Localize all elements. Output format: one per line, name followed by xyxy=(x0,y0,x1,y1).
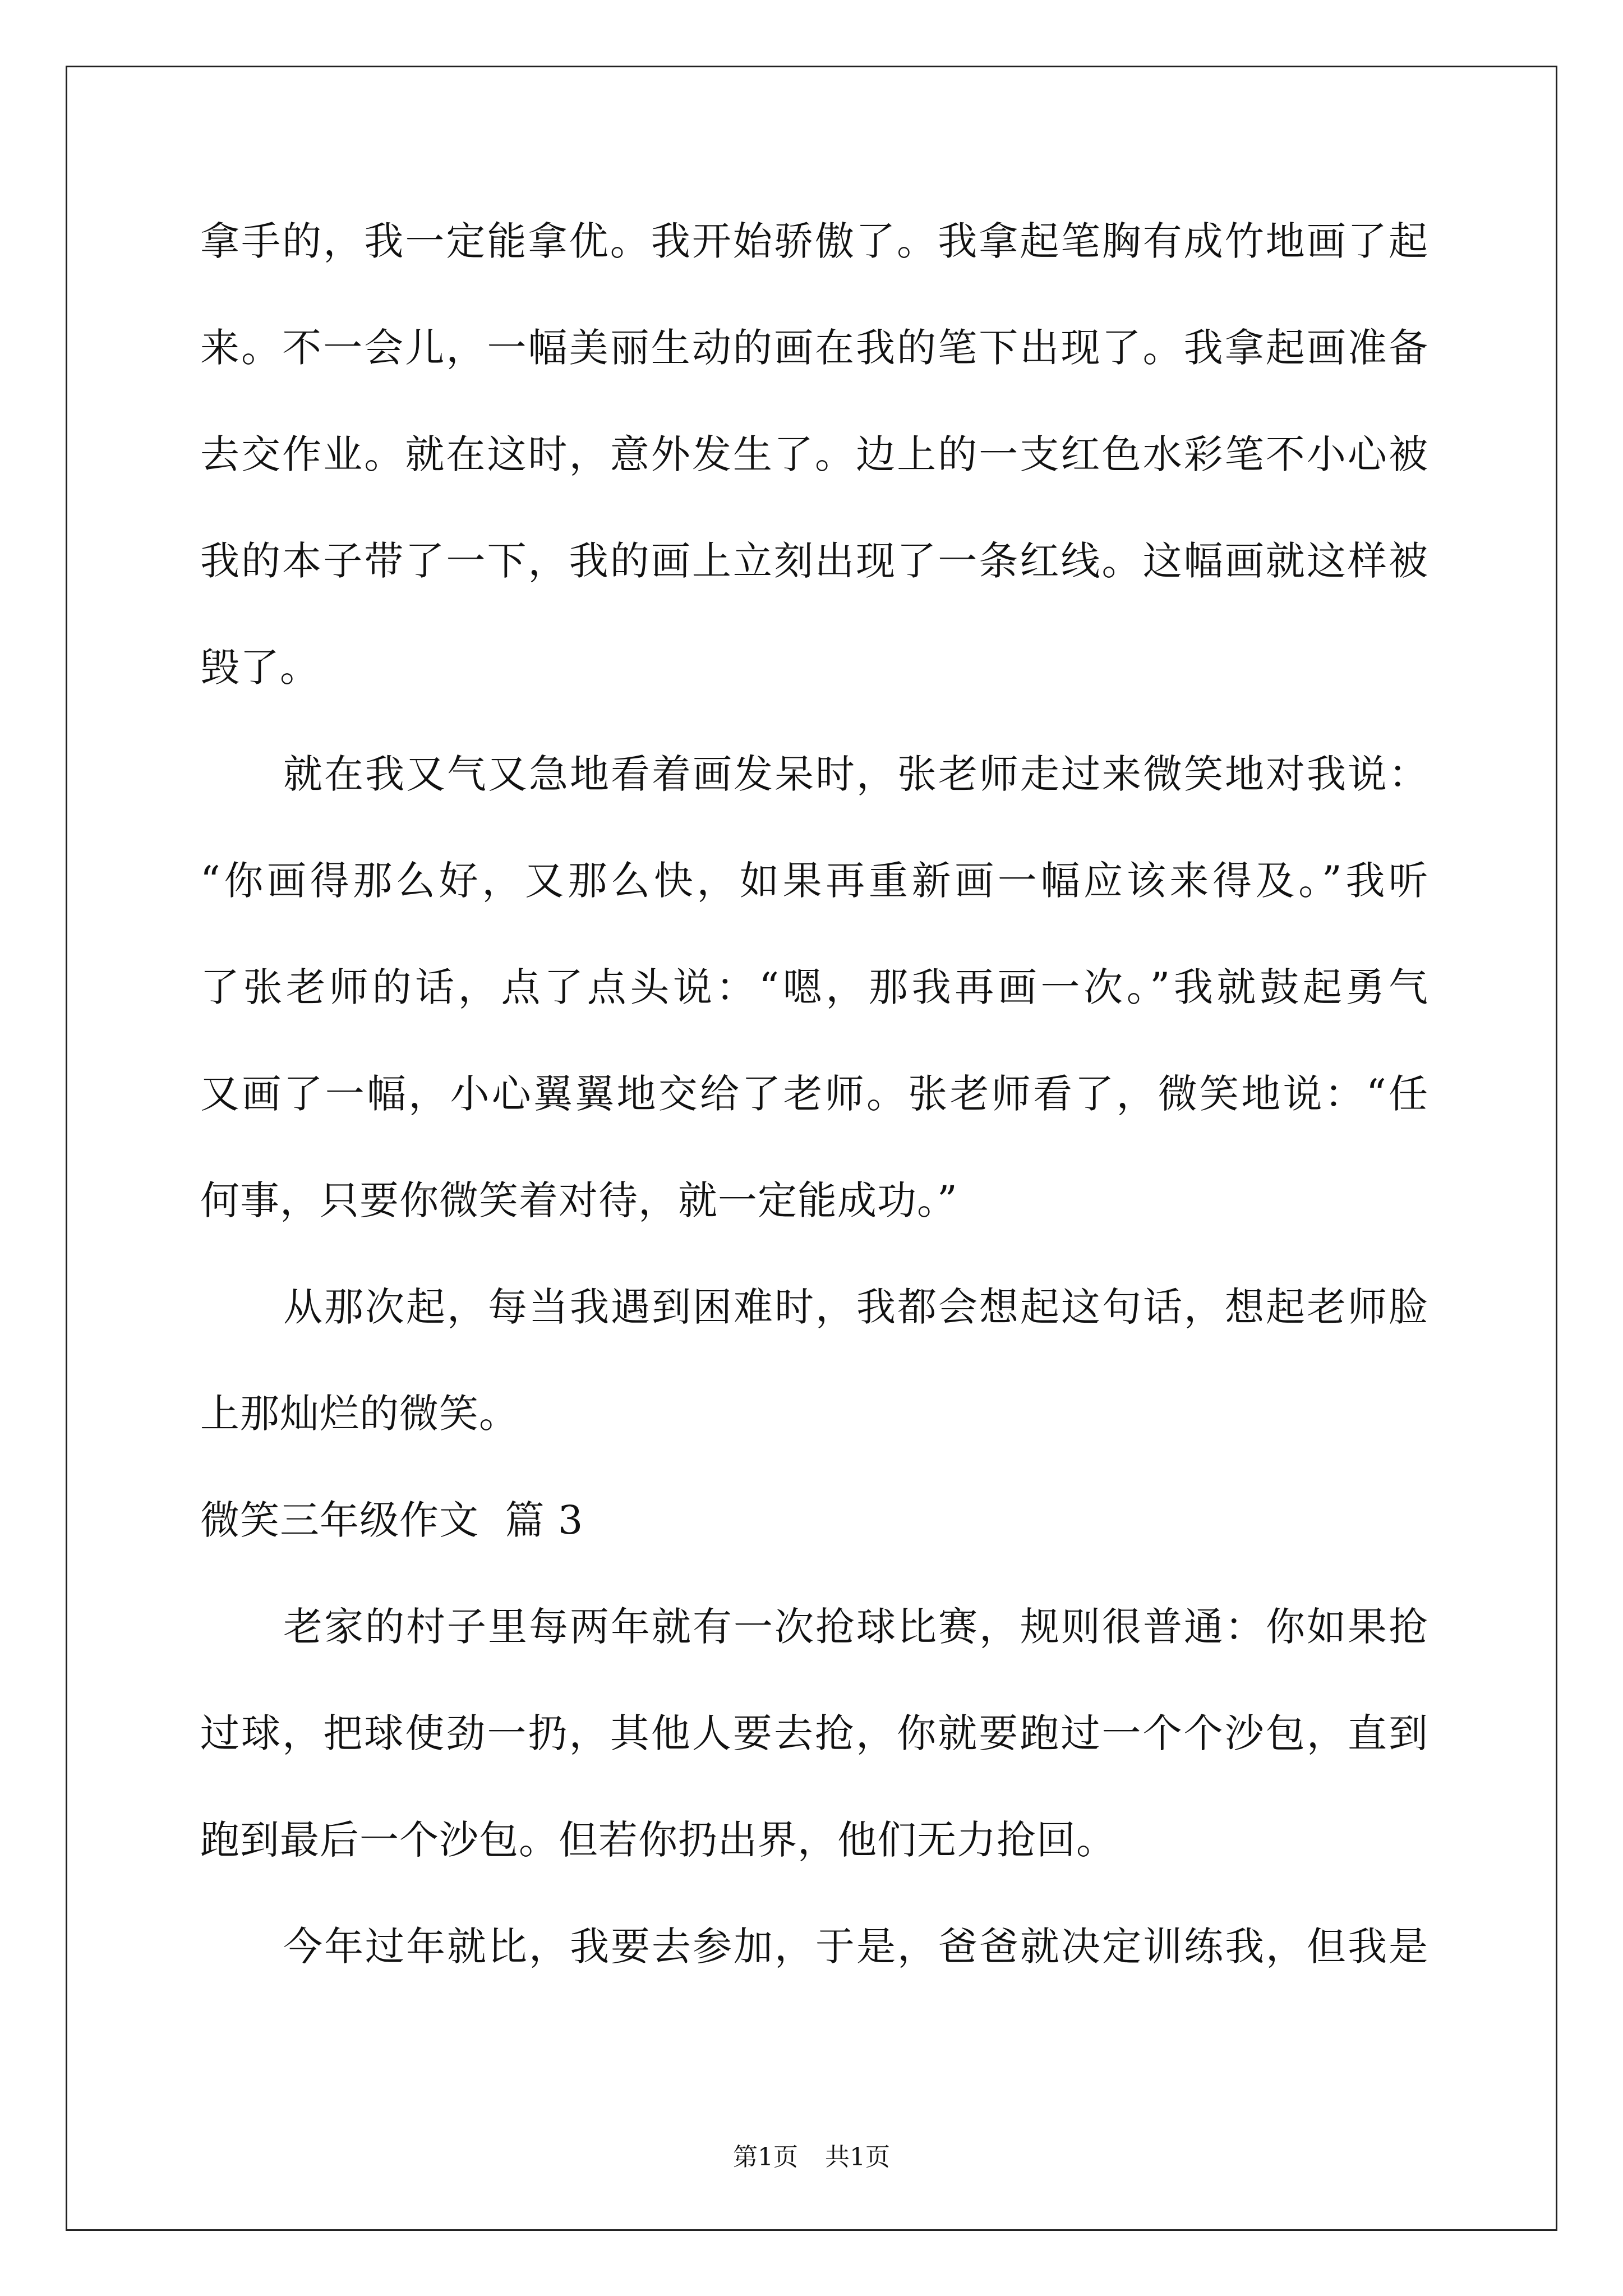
paragraph-start-line: 从那次起，每当我遇到困难时，我都会想起这句话，想起老师脸 xyxy=(283,1284,1428,1330)
text-line: 上那灿烂的微笑。 xyxy=(200,1391,519,1437)
text-line: 过球，把球使劲一扔，其他人要去抢，你就要跑过一个个沙包，直到 xyxy=(200,1710,1428,1756)
text-line: 又画了一幅，小心翼翼地交给了老师。张老师看了，微笑地说：“任 xyxy=(200,1071,1428,1117)
text-line: 来。不一会儿，一幅美丽生动的画在我的笔下出现了。我拿起画准备 xyxy=(200,325,1428,371)
text-line: “你画得那么好，又那么快，如果再重新画一幅应该来得及。”我听 xyxy=(200,858,1428,904)
page-border xyxy=(66,66,1557,2231)
paragraph-start-line: 就在我又气又急地看着画发呆时，张老师走过来微笑地对我说： xyxy=(283,751,1428,797)
text-line: 跑到最后一个沙包。但若你扔出界，他们无力抢回。 xyxy=(200,1817,1116,1863)
text-line: 何事，只要你微笑着对待，就一定能成功。” xyxy=(200,1177,958,1223)
page-number: 第1页 xyxy=(733,2143,798,2171)
paragraph-start-line: 老家的村子里每两年就有一次抢球比赛，规则很普通：你如果抢 xyxy=(283,1604,1428,1650)
text-line: 毁了。 xyxy=(200,645,320,691)
section-heading: 微笑三年级作文 篇 3 xyxy=(200,1497,584,1543)
text-line: 拿手的，我一定能拿优。我开始骄傲了。我拿起笔胸有成竹地画了起 xyxy=(200,218,1428,264)
text-line: 去交作业。就在这时，意外发生了。边上的一支红色水彩笔不小心被 xyxy=(200,431,1428,477)
page-footer xyxy=(0,2142,1623,2173)
paragraph-start-line: 今年过年就比，我要去参加，于是，爸爸就决定训练我，但我是 xyxy=(283,1924,1428,1970)
total-pages: 共1页 xyxy=(825,2143,890,2171)
text-line: 我的本子带了一下，我的画上立刻出现了一条红线。这幅画就这样被 xyxy=(200,538,1428,584)
text-line: 了张老师的话，点了点头说：“嗯，那我再画一次。”我就鼓起勇气 xyxy=(200,964,1428,1010)
